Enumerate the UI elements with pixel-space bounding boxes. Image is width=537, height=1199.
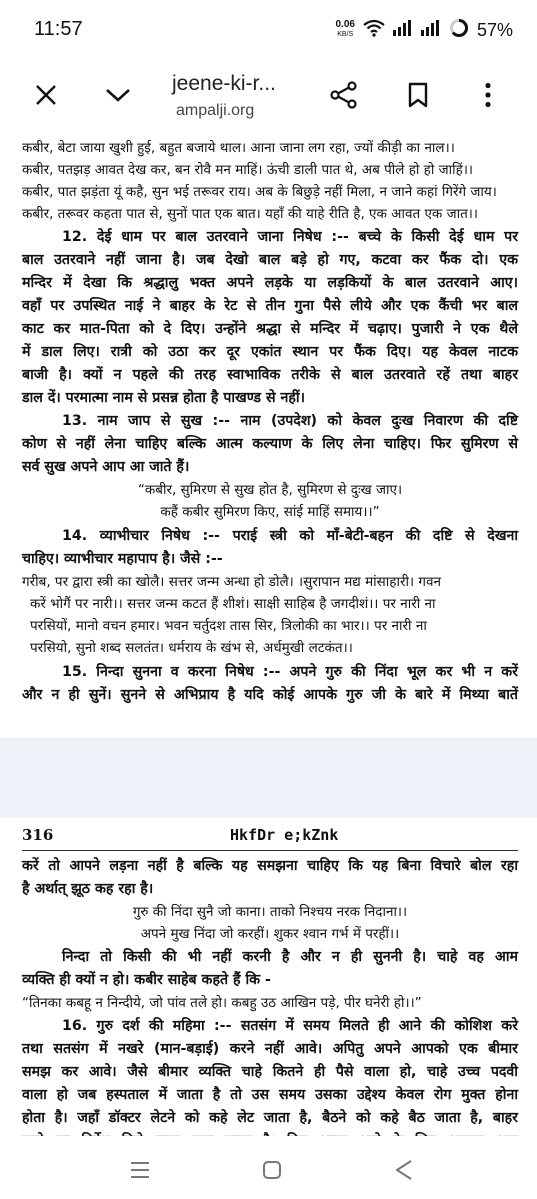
- signal-icon: [421, 20, 441, 40]
- section-heading: 14. व्याभीचार निषेध :-- पराई स्त्री को माँ-बेटी-बहन की दष्टि से देखना: [62, 528, 518, 544]
- bookmark-icon[interactable]: [400, 77, 436, 113]
- text-line: कबीर, पात झड़ंता यूं कहै, सुन भई तरूवर राय। अब के बिछुड़े नहीं मिला, न जाने कहां गिरेंगे जाय।: [22, 184, 497, 200]
- quote-line: कहैं कबीर सुमिरण किए, सांई माहिं समाय।।”: [160, 504, 380, 520]
- section-heading: 12. देई धाम पर बाल उतरवाने जाना निषेध :-- बच्चे के किसी देई धाम पर: [62, 229, 518, 245]
- network-speed-value: 0.06: [335, 19, 355, 30]
- text-line: बाजी है। क्यों न पहले की तरह स्वाभाविक तरीके से बाल उतरवाते रहें तथा बाहर: [22, 367, 518, 383]
- text-line: काट कर मात-पिता को दे दिए। उन्होंने श्रद्धा से मन्दिर में चढ़ाए। पुजारी ने एक थैले: [22, 321, 518, 337]
- text-line: निन्दा तो किसी की भी नहीं करनी है और न ही सुननी है। चाहे वह आम: [62, 949, 518, 965]
- page-separator: [0, 738, 537, 818]
- section-heading: 13. नाम जाप से सुख :-- नाम (उपदेश) को केवल दुःख निवारण की दष्टि: [62, 413, 518, 429]
- text-line: बाल उतरवाने नहीं जाना है। जब देखो बाल बड़े हो गए, कटवा कर फैंक दो। एक: [22, 252, 518, 268]
- system-nav-bar: [0, 1136, 537, 1199]
- text-line: कबीर, पतझड़ आवत देख कर, बन रोवै मन माहिं। ऊंची डाली पात थे, अब पीले हो हो जाहिं।।: [22, 162, 474, 178]
- chevron-down-icon[interactable]: [100, 77, 136, 113]
- verse-line: गरीब, पर द्वारा स्त्री का खोलै। सत्तर जन्म अन्धा हो डोलै। ।सुरापान मद्य मांसाहारी। गवन: [22, 574, 441, 590]
- text-line: करें तो आपने लड़ना नहीं है बल्कि यह समझना चाहिए कि यह बिना विचारे बोल रहा: [22, 858, 518, 874]
- text-line: वाला हो जब हस्पताल में जाता है तो उस समय उसका उद्देश्य केवल रोग मुक्त होना: [22, 1087, 518, 1103]
- text-line: चाहिए। व्याभीचार महापाप है। जैसे :--: [22, 551, 223, 567]
- url-title[interactable]: jeene-ki-r...: [172, 72, 276, 95]
- browser-toolbar: [0, 60, 537, 130]
- close-icon[interactable]: [28, 77, 64, 113]
- text-line: है अर्थात् झूठ कह रहा है।: [22, 881, 154, 897]
- more-vertical-icon[interactable]: [470, 77, 506, 113]
- wifi-icon: [363, 19, 385, 41]
- battery-icon: [449, 18, 469, 42]
- text-line: तथा सतसंग में नखरे (मान-बड़ाई) करने नहीं आवे। अपितु अपने आपको एक बीमार: [22, 1041, 518, 1057]
- verse-line: करें भोगैं पर नारी।। सत्तर जन्म कटत हैं शीशं। साक्षी साहिब है जगदीशं।। पर नारी ना: [30, 596, 436, 612]
- text-line: वहाँ पर उपस्थित नाई ने बाहर के रेट से तीन गुना पैसे लीये और एक कैंची भर बाल: [22, 298, 518, 314]
- quote-line: अपने मुख निंदा जो करहीं। शुकर श्वान गर्भ में परहीं।।: [140, 926, 400, 942]
- network-speed: [336, 20, 355, 40]
- text-line: समझ कर आवे। जैसे बीमार व्यक्ति चाहे कितने ही पैसे वाला हो, चाहे उच्च पदवी: [22, 1064, 518, 1080]
- text-line: होता है। जहाँ डॉक्टर लेटने को कहे लेट जाता है, बैठने को कहे बैठ जाता है, बाहर: [22, 1110, 518, 1126]
- verse-line: परसियों, मानो वचन हमार। भवन चर्तुदश तास सिर, त्रिलोकी का भार।। पर नारी ना: [30, 618, 427, 634]
- section-heading: 15. निन्दा सुनना व करना निषेध :-- अपने गुरु की निंदा भूल कर भी न करें: [62, 664, 518, 680]
- page-number: 316: [22, 826, 54, 844]
- header-rule: [22, 850, 518, 851]
- network-speed-unit: KB/S: [337, 31, 354, 38]
- verse-line: परसियो, सुनो शब्द सलतंत। धर्मराय के खंभ से, अर्धमुखी लटकंत।।: [30, 640, 353, 656]
- text-line: कोण से नहीं लेना चाहिए बल्कि आत्म कल्याण के लिए लेना चाहिए। फिर सुमिरण से: [22, 436, 518, 452]
- share-icon[interactable]: [326, 77, 362, 113]
- status-icons: [336, 14, 514, 46]
- quote-line: “कबीर, सुमिरण से सुख होत है, सुमिरण से दुःख जाए।: [137, 482, 403, 498]
- text-line: सर्व सुख अपने आप आ जाते हैं।: [22, 459, 190, 475]
- text-line: कबीर, तरूवर कहता पात से, सुनों पात एक बात। यहाँ की याहे रीति है, एक आवत एक जात।।: [22, 206, 479, 222]
- home-icon[interactable]: [254, 1152, 290, 1188]
- quote-line: गुरु की निंदा सुनै जो काना। ताको निश्चय नरक निदाना।।: [132, 904, 408, 920]
- text-line: डाल दें। परमात्मा नाम से प्रसन्न होता है पाखण्ड से नहीं।: [22, 390, 305, 406]
- url-host[interactable]: ampalji.org: [176, 102, 255, 119]
- section-heading: 16. गुरु दर्श की महिमा :-- सतसंग में समय मिलते ही आने की कोशिश करे: [62, 1018, 518, 1034]
- text-line: और न ही सुनें। सुनने से अभिप्राय है यदि कोई आपके गुरु जी के बारे में मिथ्या बातें: [22, 687, 518, 703]
- page-header: [22, 826, 518, 850]
- status-time: 11:57: [34, 18, 83, 40]
- battery-percentage: 57%: [476, 19, 513, 40]
- text-line: कबीर, बेटा जाया खुशी हुई, बहुत बजाये थाल। आना जाना लग रहा, ज्यों कीड़ी का नाल।।: [22, 140, 455, 156]
- page-running-title: HkfDr e;kZnk: [230, 826, 339, 844]
- text-line: में डाल लिए। रात्री को उठा कर दूर एकांत स्थान पर फैंक दिए। यह केवल नाटक: [22, 344, 518, 360]
- signal-icon: [393, 20, 413, 40]
- document-page-upper: [0, 130, 537, 738]
- document-page-lower: [0, 818, 537, 1136]
- recents-icon[interactable]: [122, 1152, 158, 1188]
- quote-line: “तिनका कबहू न निन्दीये, जो पांव तले हो। कबहु उठ आखिन पड़े, पीर घनेरी हो।।”: [22, 995, 422, 1011]
- text-line: मन्दिर में देखा कि श्रद्धालु भक्त अपने लड़के या लड़कियों के बाल उतरवाने आए।: [22, 275, 518, 291]
- text-line: व्यक्ति ही क्यों न हो। कबीर साहेब कहते हैं कि -: [22, 972, 271, 988]
- status-bar: [0, 0, 537, 60]
- back-icon[interactable]: [386, 1152, 422, 1188]
